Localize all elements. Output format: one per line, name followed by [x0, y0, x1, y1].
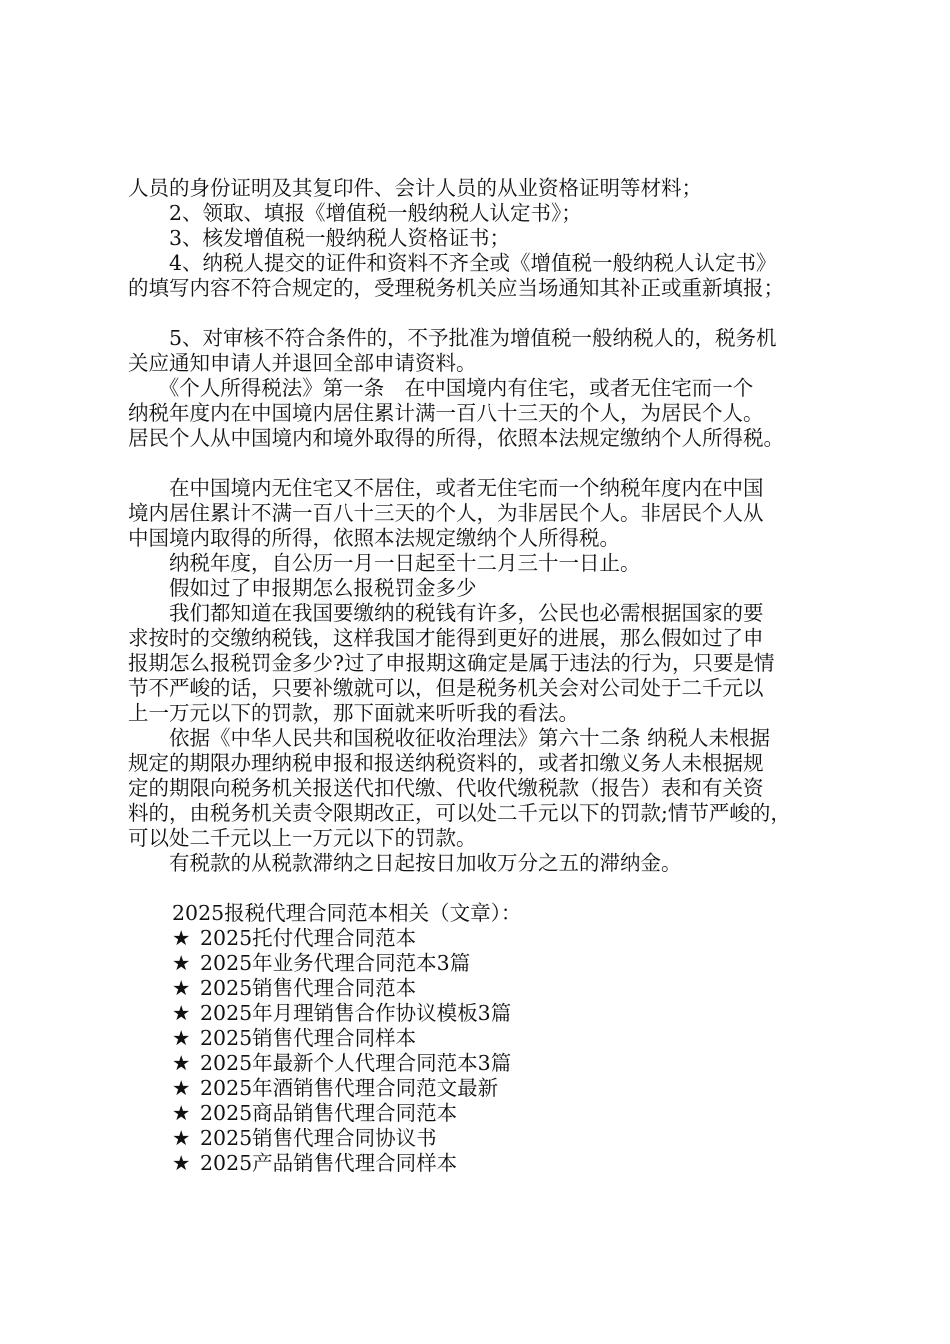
text-line: 的填写内容不符合规定的，受理税务机关应当场通知其补正或重新填报； [128, 276, 784, 300]
text-line: 居民个人从中国境内和境外取得的所得，依照本法规定缴纳个人所得税。 [128, 426, 784, 450]
related-article-link[interactable] [128, 1051, 840, 1076]
related-article-link[interactable] [128, 1101, 840, 1126]
related-article-label: 2025销售代理合同样本 [200, 1026, 417, 1050]
star-icon: ★ [172, 1026, 191, 1050]
related-article-label: 2025年酒销售代理合同范文最新 [200, 1076, 499, 1100]
text-line: 报期怎么报税罚金多少?过了申报期这确定是属于违法的行为，只要是情 [128, 651, 775, 675]
related-article-link[interactable] [128, 1026, 840, 1051]
blank-line [128, 301, 840, 326]
blank-line [128, 876, 840, 901]
document-page [128, 176, 840, 1176]
star-icon: ★ [172, 1076, 191, 1100]
related-article-link[interactable] [128, 1001, 840, 1026]
related-article-link[interactable] [128, 951, 840, 976]
text-line: 5、对审核不符合条件的，不予批准为增值税一般纳税人的，税务机 [128, 326, 777, 350]
text-line: 2、领取、填报《增值税一般纳税人认定书》； [128, 201, 582, 225]
star-icon: ★ [172, 1151, 191, 1175]
star-icon: ★ [172, 1001, 191, 1025]
text-line: 4、纳税人提交的证件和资料不齐全或《增值税一般纳税人认定书》 [128, 251, 777, 275]
text-line: 依据《中华人民共和国税收征收治理法》第六十二条 纳税人未根据 [128, 726, 771, 750]
text-line: 求按时的交缴纳税钱，这样我国才能得到更好的进展，那么假如过了申 [128, 626, 764, 650]
related-articles-title: 2025报税代理合同范本相关（文章）： [172, 901, 522, 925]
star-icon: ★ [172, 1101, 191, 1125]
text-line: 假如过了申报期怎么报税罚金多少 [128, 576, 477, 600]
related-article-link[interactable] [128, 1076, 840, 1101]
related-article-label: 2025销售代理合同范本 [200, 976, 417, 1000]
text-line: 人员的身份证明及其复印件、会计人员的从业资格证明等材料； [128, 176, 702, 200]
related-article-label: 2025托付代理合同范本 [200, 926, 417, 950]
text-line: 3、核发增值税一般纳税人资格证书； [128, 226, 511, 250]
related-article-link[interactable] [128, 1151, 840, 1176]
related-article-label: 2025销售代理合同协议书 [200, 1126, 437, 1150]
related-article-label: 2025年业务代理合同范本3篇 [200, 951, 471, 975]
related-articles-list [128, 926, 840, 1176]
text-line: 规定的期限办理纳税申报和报送纳税资料的，或者扣缴义务人未根据规 [128, 751, 764, 775]
text-line: 境内居住累计不满一百八十三天的个人，为非居民个人。非居民个人从 [128, 501, 764, 525]
text-line: 中国境内取得的所得，依照本法规定缴纳个人所得税。 [128, 526, 620, 550]
related-article-link[interactable] [128, 1126, 840, 1151]
star-icon: ★ [172, 976, 191, 1000]
related-article-label: 2025商品销售代理合同范本 [200, 1101, 458, 1125]
text-line: 《个人所得税法》第一条 在中国境内有住宅，或者无住宅而一个 [128, 376, 754, 400]
text-line: 可以处二千元以上一万元以下的罚款。 [128, 826, 477, 850]
text-line: 纳税年度，自公历一月一日起至十二月三十一日止。 [128, 551, 641, 575]
text-line: 料的，由税务机关责令限期改正，可以处二千元以下的罚款;情节严峻的， [128, 801, 791, 825]
text-line: 有税款的从税款滞纳之日起按日加收万分之五的滞纳金。 [128, 851, 682, 875]
related-article-label: 2025产品销售代理合同样本 [200, 1151, 458, 1175]
text-line: 上一万元以下的罚款，那下面就来听听我的看法。 [128, 701, 579, 725]
text-line: 我们都知道在我国要缴纳的税钱有许多，公民也必需根据国家的要 [128, 601, 764, 625]
text-line: 节不严峻的话，只要补缴就可以，但是税务机关会对公司处于二千元以 [128, 676, 764, 700]
blank-line [128, 451, 840, 476]
text-line: 关应通知申请人并退回全部申请资料。 [128, 351, 477, 375]
text-line: 纳税年度内在中国境内居住累计满一百八十三天的个人，为居民个人。 [128, 401, 764, 425]
star-icon: ★ [172, 926, 191, 950]
related-article-label: 2025年最新个人代理合同范本3篇 [200, 1051, 512, 1075]
text-line: 定的期限向税务机关报送代扣代缴、代收代缴税款（报告）表和有关资 [128, 776, 764, 800]
related-article-link[interactable] [128, 976, 840, 1001]
related-article-label: 2025年月理销售合作协议模板3篇 [200, 1001, 512, 1025]
star-icon: ★ [172, 1126, 191, 1150]
text-line: 在中国境内无住宅又不居住，或者无住宅而一个纳税年度内在中国 [128, 476, 764, 500]
star-icon: ★ [172, 951, 191, 975]
star-icon: ★ [172, 1051, 191, 1075]
related-article-link[interactable] [128, 926, 840, 951]
